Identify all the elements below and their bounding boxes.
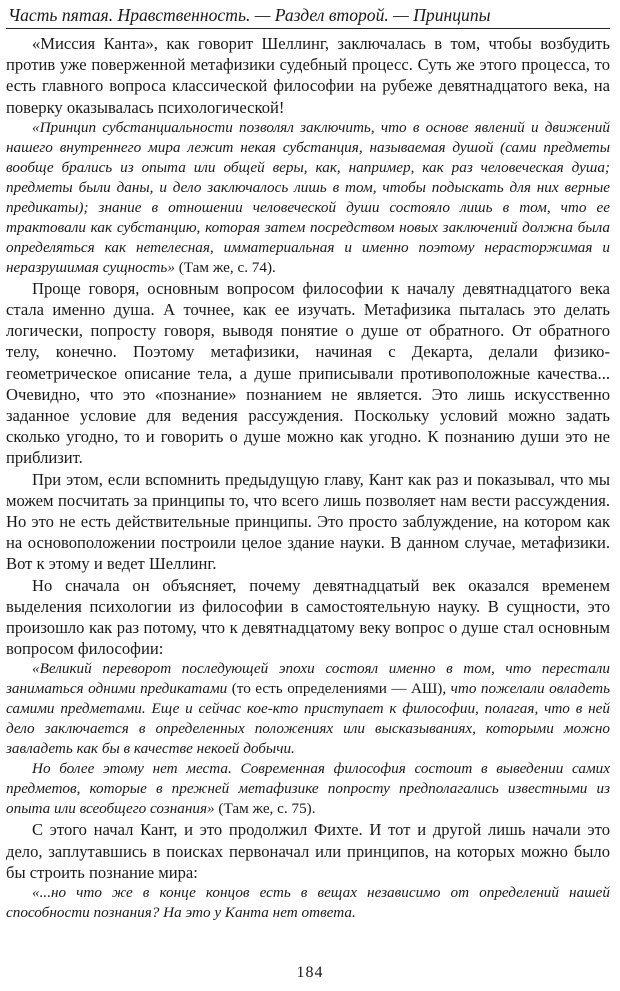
quotation-paragraph xyxy=(6,883,610,923)
paragraph-text: «Великий переворот последующей эпохи состоял именно в том, что перестали заниматься одними предикатами xyxy=(6,660,610,698)
body-paragraph xyxy=(6,575,610,660)
header-rule xyxy=(6,28,610,29)
quotation-paragraph xyxy=(6,118,610,278)
paragraph-text: «Принцип субстанциальности позволял заключить, что в основе явлений и движений нашего внутреннего мира лежит некая субстанция, называемая душой (сами предметы вообще брались из опыта или общей веры, как, например, как раз человеческая душа; предметы были даны, и дело заключалось лишь в том, чтобы подыскать для них верные предикаты); знание в отношении человеческой души состояло лишь в том, что ее трактовали как субстанцию, которая затем посредством новых заключений должна была определяться как нетелесная, имматериальная и именно поэтому нерасторжимая и неразрушимая сущность» xyxy=(6,118,610,276)
body-paragraph xyxy=(6,33,610,118)
citation-text: (то есть определениями — АШ) xyxy=(227,680,443,698)
citation-text: (Там же, с. 75). xyxy=(214,800,316,818)
quotation-paragraph xyxy=(6,759,610,819)
body-paragraph xyxy=(6,469,610,575)
paragraph-text: С этого начал Кант, и это продолжил Фихте. И тот и другой лишь начали это дело, заплутавшись в поисках первоначал или принципов, на которых можно было бы строить познание мира: xyxy=(6,820,610,882)
paragraph-text: При этом, если вспомнить предыдущую главу, Кант как раз и показывал, что мы можем посчитать за принципы то, что всего лишь позволяет нам вести рассуждения. Но это не есть действительные принципы. Это просто заблуждение, на котором как на основоположении построили целое здание науки. В данном случае, метафизики. Вот к этому и ведет Шеллинг. xyxy=(6,469,610,574)
paragraph-text: «...но что же в конце концов есть в вещах независимо от определений нашей способности познания? На это у Канта нет ответа. xyxy=(6,884,610,922)
page-number: 184 xyxy=(296,964,324,981)
paragraph-text: , что пожелали овладеть самими предметами. Еще и сейчас кое-кто приступает к философии, полагая, что в ней дело заключается в определенных положениях или высказываниях, которыми можно завладеть как бы в качестве некоей добычи. xyxy=(6,680,610,758)
citation-text: (Там же, с. 74). xyxy=(174,258,276,276)
quotation-paragraph xyxy=(6,659,610,759)
running-head: Часть пятая. Нравственность. — Раздел второй. — Принципы xyxy=(8,5,491,25)
paragraph-text: Но более этому нет места. Современная философия состоит в выведении самих предметов, которые в прежней метафизике попросту предполагались известными из опыта или всеобщего сознания» xyxy=(6,760,610,818)
paragraph-text: «Миссия Канта», как говорит Шеллинг, заключалась в том, чтобы возбудить против уже поверженной метафизики судебный процесс. Суть же этого процесса, то есть главного вопроса классической философии на рубеже девятнадцатого века, на поверку оказывалась психологической! xyxy=(6,34,610,117)
body-paragraph xyxy=(6,278,610,469)
paragraph-text: Но сначала он объясняет, почему девятнадцатый век оказался временем выделения психологии из философии в самостоятельную науку. В сущности, это произошло как раз потому, что к девятнадцатому веку вопрос о душе стал основным вопросом философии: xyxy=(6,575,610,659)
body-text xyxy=(6,33,610,923)
body-paragraph xyxy=(6,819,610,883)
paragraph-text: Проще говоря, основным вопросом философии к началу девятнадцатого века стала именно душа. А точнее, как ее изучать. Метафизика пыталась это делать логически, попросту говоря, выводя понятие о душе от обратного. От обратного телу, конечно. Поэтому метафизики, начиная с Декарта, делали физико-геометрическое описание тела, а душе приписывали противоположные качества... Очевидно, что это «познание» познанием не является. Это лишь искусственно заданное условие для ведения рассуждения. Поскольку условий можно задать сколько угодно, то и говорить о душе можно как угодно. К познанию души это не приблизит. xyxy=(6,278,610,468)
